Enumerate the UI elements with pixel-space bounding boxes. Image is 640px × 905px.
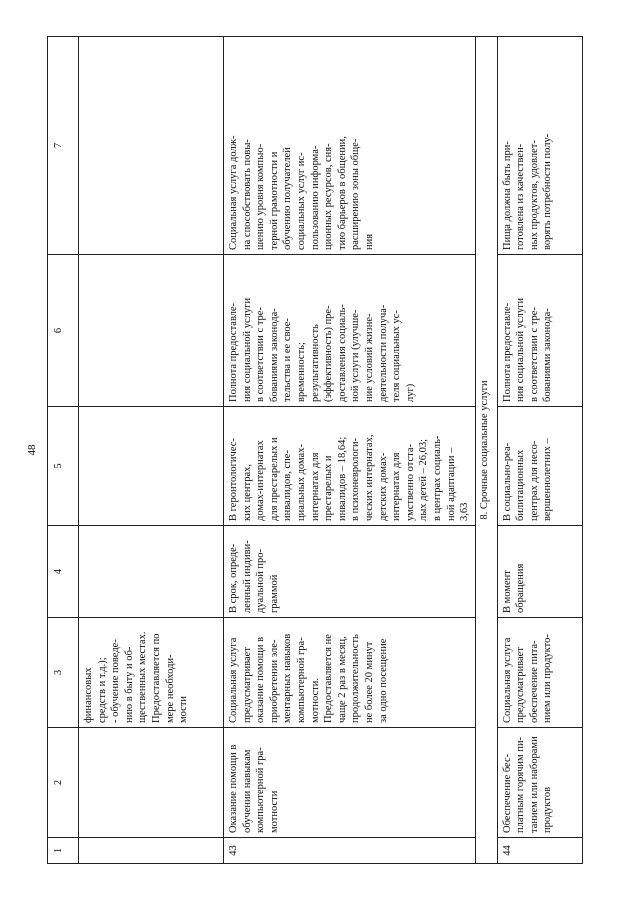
service-description: Социальная услуга предусматривает оказание помощи в приобретении эле- ментарных навыков компьютерной гра- мотности. Предоставляется не чаще 2 раз в месяц, продолжительность не более 20 минут за одно посещение xyxy=(224,618,476,728)
table-row xyxy=(79,37,224,864)
header-row xyxy=(48,37,79,864)
quality-indicators: Полнота предоставле- ния социальной услуги в соответствии с тре- бованиями законода- тельства и ее свое- временность; результативность (эффективность) пре- доставления социаль- ной услуги (улучше- ние условий жизне- деятельности получа- теля социальных ус- луг) xyxy=(224,255,476,407)
row-number: 43 xyxy=(224,838,476,864)
service-name: Оказание помощи в обучении навыкам компьютерной гра- мотности xyxy=(224,728,476,838)
service-description: финансовых средств и т.д.); - обучение поведе- нию в быту и об- щественных местах. Предоставляется по мере необходи- мости xyxy=(79,618,224,728)
service-norm xyxy=(79,407,224,526)
header-cell: 3 xyxy=(48,618,79,728)
row-number xyxy=(79,838,224,864)
quality-indicators xyxy=(79,255,224,407)
header-cell: 1 xyxy=(48,838,79,864)
provision-conditions xyxy=(79,37,224,255)
social-services-table xyxy=(47,36,583,864)
table-row xyxy=(497,37,582,864)
service-name xyxy=(79,728,224,838)
header-cell: 5 xyxy=(48,407,79,526)
row-number: 44 xyxy=(497,838,582,864)
service-norm: В геронтологичес- ких центрах, домах-интернатах для престарелых и инвалидов, спе- циальных домах- интернатах для престарелых и инвалидов – 18,64; в психоневрологи- ческих интернатах, детских домах- интернатах для умственно отста- лых детей – 26,03; в центрах социаль- ной адаптации – 3,63 xyxy=(224,407,476,526)
header-cell: 2 xyxy=(48,728,79,838)
service-name: Обеспечение бес- платным горячим пи- танием или наборами продуктов xyxy=(497,728,582,838)
section-title: 8. Срочные социальные услуги xyxy=(475,37,497,864)
rotated-table-page xyxy=(47,37,584,864)
service-norm: В социально-реа- билитационных центрах для несо- вершеннолетних – xyxy=(497,407,582,526)
header-cell: 7 xyxy=(48,37,79,255)
provision-conditions: Пища должна быть при- готовлена из качествен- ных продуктов, удовлет- ворять потребности полу- xyxy=(497,37,582,255)
page-number: 48 xyxy=(26,444,38,456)
service-term xyxy=(79,526,224,618)
section-row xyxy=(475,37,497,864)
table-row xyxy=(224,37,476,864)
quality-indicators: Полнота предоставле- ния социальной услуги в соответствии с тре- бованиями законода- xyxy=(497,255,582,407)
header-cell: 4 xyxy=(48,526,79,618)
service-term: В момент обращения xyxy=(497,526,582,618)
service-description: Социальная услуга предусматривает обеспечение пита- нием или продукто- xyxy=(497,618,582,728)
service-term: В срок, опреде- ленный индиви- дуальной про- граммой xyxy=(224,526,476,618)
provision-conditions: Социальная услуга долж- на способствовать повы- шению уровня компью- терной грамотности и обучению получателей социальных услуг ис- пользованию информа- ционных ресурсов, сня- тию барьеров в общении, расширению зоны обще- ния xyxy=(224,37,476,255)
header-cell: 6 xyxy=(48,255,79,407)
